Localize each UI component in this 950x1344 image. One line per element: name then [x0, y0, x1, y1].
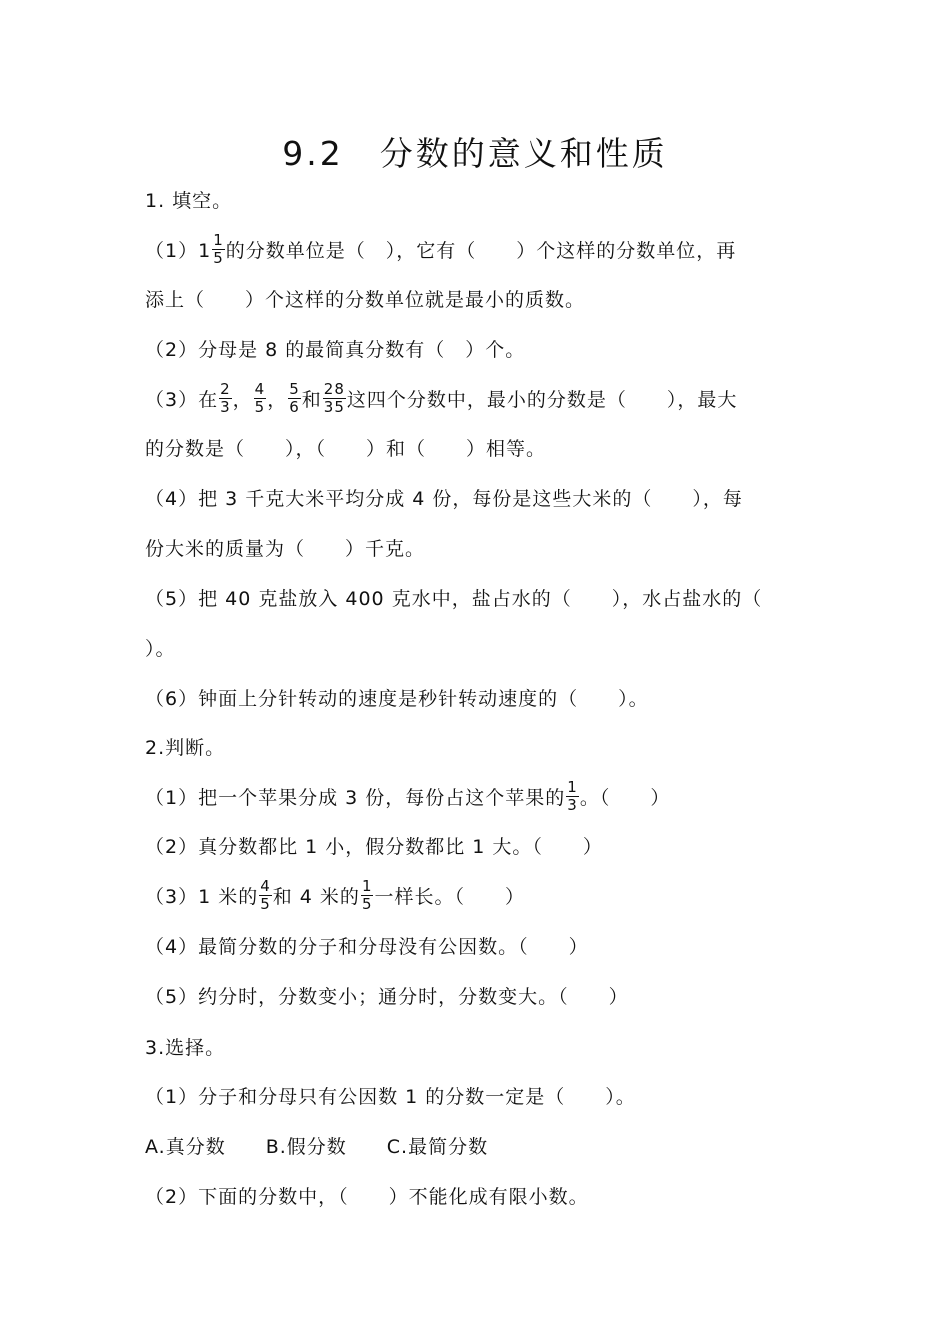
question-3-2: （2）下面的分数中，（ ）不能化成有限小数。 [145, 1186, 589, 1208]
question-1-3-line-2: 的分数是（ ），（ ）和（ ）相等。 [145, 438, 547, 460]
fraction-5-6 [288, 381, 301, 416]
question-1-4-line-1: （4）把 3 千克大米平均分成 4 份，每份是这些大米的（ ），每 [145, 488, 743, 510]
question-1-1-line-2: 添上（ ）个这样的分数单位就是最小的质数。 [145, 289, 586, 311]
question-3-1: （1）分子和分母只有公因数 1 的分数一定是（ ）。 [145, 1086, 636, 1108]
q1-1-prefix: （1）1 [145, 240, 212, 262]
question-1-5-line-1: （5）把 40 克盐放入 400 克水中，盐占水的（ ），水占盐水的（ [145, 588, 763, 610]
question-1-4-line-2: 份大米的质量为（ ）千克。 [145, 538, 426, 560]
fraction-one-fifth [212, 232, 225, 267]
question-1-3-line-1 [145, 380, 825, 418]
fraction-4-5 [259, 878, 272, 913]
question-3-1-options: A.真分数 B.假分数 C.最简分数 [145, 1136, 489, 1158]
denominator: 5 [254, 398, 266, 416]
numerator: 2 [220, 380, 231, 398]
q2-3-prefix: （3）1 米的 [145, 886, 259, 908]
question-1-1-line-1 [145, 231, 825, 269]
separator: ， [267, 389, 288, 411]
fraction-1-3 [566, 779, 579, 814]
q1-1-text: 的分数单位是（ ），它有（ ）个这样的分数单位，再 [225, 240, 737, 262]
section-heading-fill-blank: 1. 填空。 [145, 190, 233, 212]
q2-3-suffix: 一样长。（ ） [374, 886, 525, 908]
question-2-4: （4）最简分数的分子和分母没有公因数。（ ） [145, 936, 589, 958]
denominator: 5 [213, 249, 224, 267]
q1-3-text: 这四个分数中，最小的分数是（ ），最大 [346, 389, 738, 411]
question-2-2: （2）真分数都比 1 小，假分数都比 1 大。（ ） [145, 836, 603, 858]
denominator: 6 [289, 398, 300, 416]
q2-3-middle: 和 4 米的 [272, 886, 360, 908]
numerator: 4 [254, 380, 266, 398]
fraction-28-35 [323, 381, 346, 416]
section-heading-choice: 3.选择。 [145, 1037, 226, 1059]
question-1-5-line-2: ）。 [145, 638, 176, 660]
q1-3-prefix: （3）在 [145, 389, 219, 411]
denominator: 3 [220, 398, 231, 416]
question-2-3 [145, 877, 825, 915]
q2-1-text: （1）把一个苹果分成 3 份，每份占这个苹果的 [145, 787, 566, 809]
section-heading-true-false: 2.判断。 [145, 737, 226, 759]
numerator: 1 [567, 778, 578, 796]
numerator: 5 [289, 380, 300, 398]
question-1-6: （6）钟面上分针转动的速度是秒针转动速度的（ ）。 [145, 688, 649, 710]
question-1-2: （2）分母是 8 的最简真分数有（ ）个。 [145, 339, 526, 361]
separator: ， [232, 389, 253, 411]
numerator: 1 [361, 877, 373, 895]
question-2-5: （5）约分时，分数变小；通分时，分数变大。（ ） [145, 986, 629, 1008]
numerator: 28 [323, 380, 345, 398]
numerator: 1 [213, 231, 224, 249]
fraction-1-5 [361, 878, 374, 913]
q2-1-suffix: 。（ ） [579, 787, 671, 809]
denominator: 3 [567, 796, 578, 814]
fraction-4-5 [254, 381, 267, 416]
denominator: 35 [323, 398, 345, 416]
page-title: 9.2 分数的意义和性质 [282, 134, 668, 173]
fraction-2-3 [219, 381, 232, 416]
numerator: 4 [260, 877, 271, 895]
separator: 和 [301, 389, 322, 411]
question-2-1 [145, 778, 825, 816]
denominator: 5 [260, 895, 271, 913]
denominator: 5 [361, 895, 373, 913]
